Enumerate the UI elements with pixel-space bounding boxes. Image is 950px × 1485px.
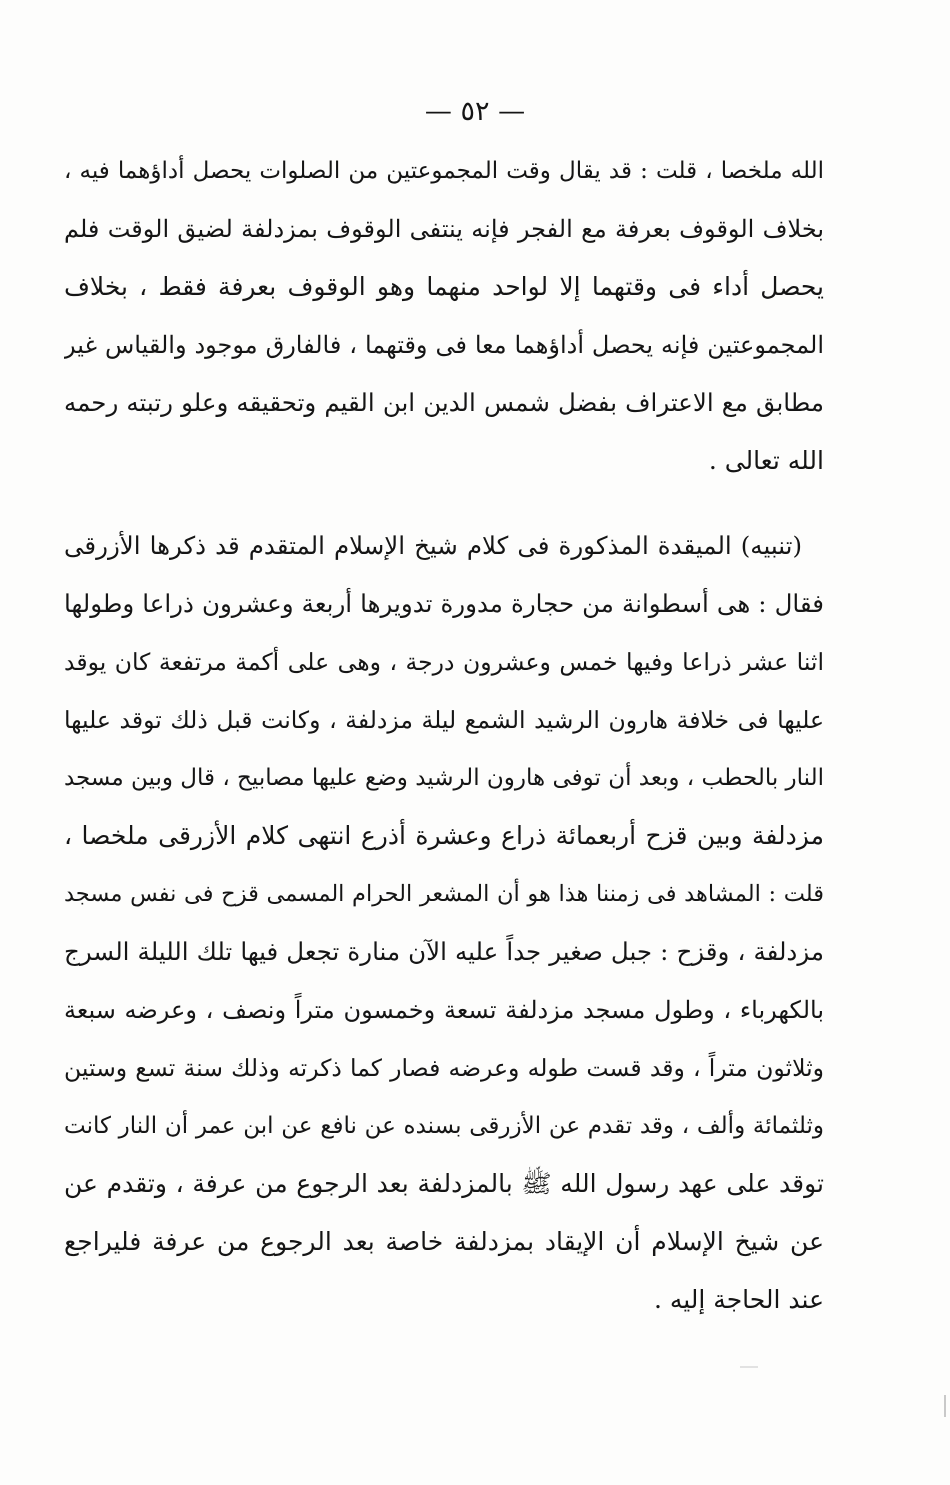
paragraph-2-tanbih (64, 517, 824, 1329)
text-line: عند الحاجة إليه . (653, 1285, 824, 1314)
paragraph-1 (64, 142, 824, 490)
text-line: قلت : المشاهد فى زمننا هذا هو أن المشعر الحرام المسمى قزح فى نفس مسجد (64, 881, 824, 907)
scan-edge-mark (944, 1395, 946, 1417)
text-line: عن شيخ الإسلام أن الإيقاد بمزدلفة خاصة بعد الرجوع من عرفة فليراجع (64, 1227, 824, 1256)
text-line: اثنا عشر ذراعا وفيها خمس وعشرون درجة ، وهى على أكمة مرتفعة كان يوقد (64, 648, 824, 676)
text-line: فقال : هى أسطوانة من حجارة مدورة تدويرها أربعة وعشرون ذراعا وطولها (64, 589, 824, 618)
scan-artifact (740, 1366, 758, 1368)
text-line: المجموعتين فإنه يحصل أداؤهما معا فى وقتهما ، فالفارق موجود والقياس غير (64, 331, 824, 359)
text-line: مطابق مع الاعتراف بفضل شمس الدين ابن القيم وتحقيقه وعلو رتبته رحمه (64, 388, 824, 417)
page-number: — ٥٢ — (424, 96, 526, 127)
text-line: الله تعالى . (708, 446, 824, 475)
text-line: النار بالحطب ، وبعد أن توفى هارون الرشيد وضع عليها مصابيح ، قال وبين مسجد (64, 765, 824, 791)
text-line: الله ملخصا ، قلت : قد يقال وقت المجموعتين من الصلوات يحصل أداؤهما فيه ، (64, 158, 824, 184)
text-line: وثلاثون متراً ، وقد قست طوله وعرضه فصار كما ذكرته وذلك سنة تسع وستين (64, 1054, 824, 1082)
text-line: يحصل أداء فى وقتهما إلا لواحد منهما وهو الوقوف بعرفة فقط ، بخلاف (64, 272, 824, 301)
text-line: (تنبيه) الميقدة المذكورة فى كلام شيخ الإسلام المتقدم قد ذكرها الأزرقى (64, 531, 802, 560)
text-line: وثلثمائة وألف ، وقد تقدم عن الأزرقى بسنده عن نافع عن ابن عمر أن النار كانت (64, 1113, 824, 1139)
text-line: عليها فى خلافة هارون الرشيد الشمع ليلة مزدلفة ، وكانت قبل ذلك توقد عليها (64, 706, 824, 734)
text-line: مزدلفة وبين قزح أربعمائة ذراع وعشرة أذرع انتهى كلام الأزرقى ملخصا ، (64, 821, 824, 850)
text-line: بخلاف الوقوف بعرفة مع الفجر فإنه ينتفى الوقوف بمزدلفة لضيق الوقت فلم (64, 215, 824, 243)
text-line: مزدلفة ، وقزح : جبل صغير جداً عليه الآن منارة تجعل فيها تلك الليلة السرج (64, 937, 824, 966)
text-line: بالكهرباء ، وطول مسجد مزدلفة تسعة وخمسون متراً ونصف ، وعرضه سبعة (64, 996, 824, 1024)
text-line: توقد على عهد رسول الله ﷺ بالمزدلفة بعد الرجوع من عرفة ، وتقدم عن (64, 1169, 824, 1198)
